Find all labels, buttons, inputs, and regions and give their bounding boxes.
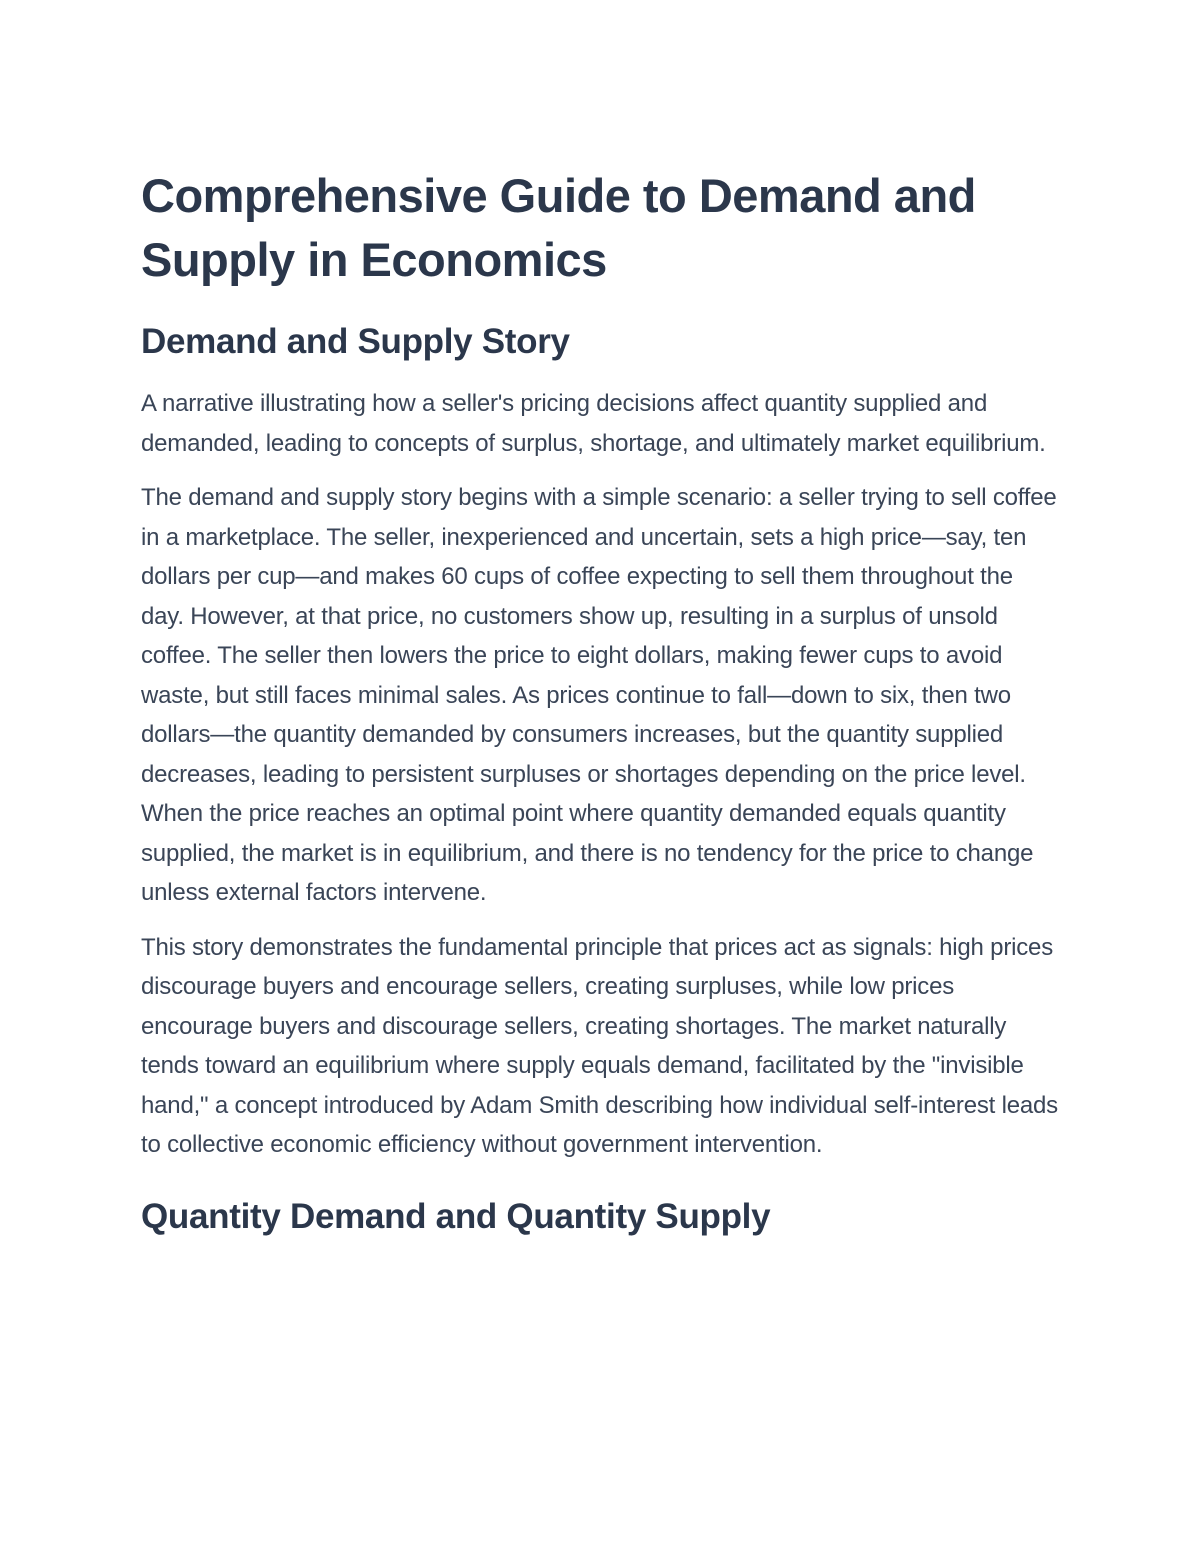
paragraph-intro: A narrative illustrating how a seller's pricing decisions affect quantity supplied and demanded, leading to concepts of surplus, shortage, and ultimately market equilibrium. — [141, 390, 1046, 457]
section-heading-quantity-demand-supply: Quantity Demand and Quantity Supply — [141, 1196, 771, 1236]
document-title: Comprehensive Guide to Demand and Supply in Economics — [141, 169, 976, 286]
section-heading-demand-supply-story: Demand and Supply Story — [141, 322, 570, 361]
document-page — [141, 164, 1061, 1259]
paragraph-coffee-story: The demand and supply story begins with a simple scenario: a seller trying to sell coffee in a marketplace. The seller, inexperienced and uncertain, sets a high price—say, ten dollars per cup—and makes 60 cups of coffee expecting to sell them throughout the day. However, at that price, no customers show up, resulting in a surplus of unsold coffee. The seller then lowers the price to eight dollars, making fewer cups to avoid waste, but still faces minimal sales. As prices continue to fall—down to six, then two dollars—the quantity demanded by consumers increases, but the quantity supplied decreases, leading to persistent surpluses or shortages depending on the price level. When the price reaches an optimal point where quantity demanded equals quantity supplied, the market is in equilibrium, and there is no tendency for the price to change unless external factors intervene. — [141, 484, 1057, 906]
paragraph-price-signals: This story demonstrates the fundamental principle that prices act as signals: high prices discourage buyers and encourage sellers, creating surpluses, while low prices encourage buyers and discourage sellers, creating shortages. The market naturally tends toward an equilibrium where supply equals demand, facilitated by the "invisible hand," a concept introduced by Adam Smith describing how individual self-interest leads to collective economic efficiency without government intervention. — [141, 933, 1058, 1158]
